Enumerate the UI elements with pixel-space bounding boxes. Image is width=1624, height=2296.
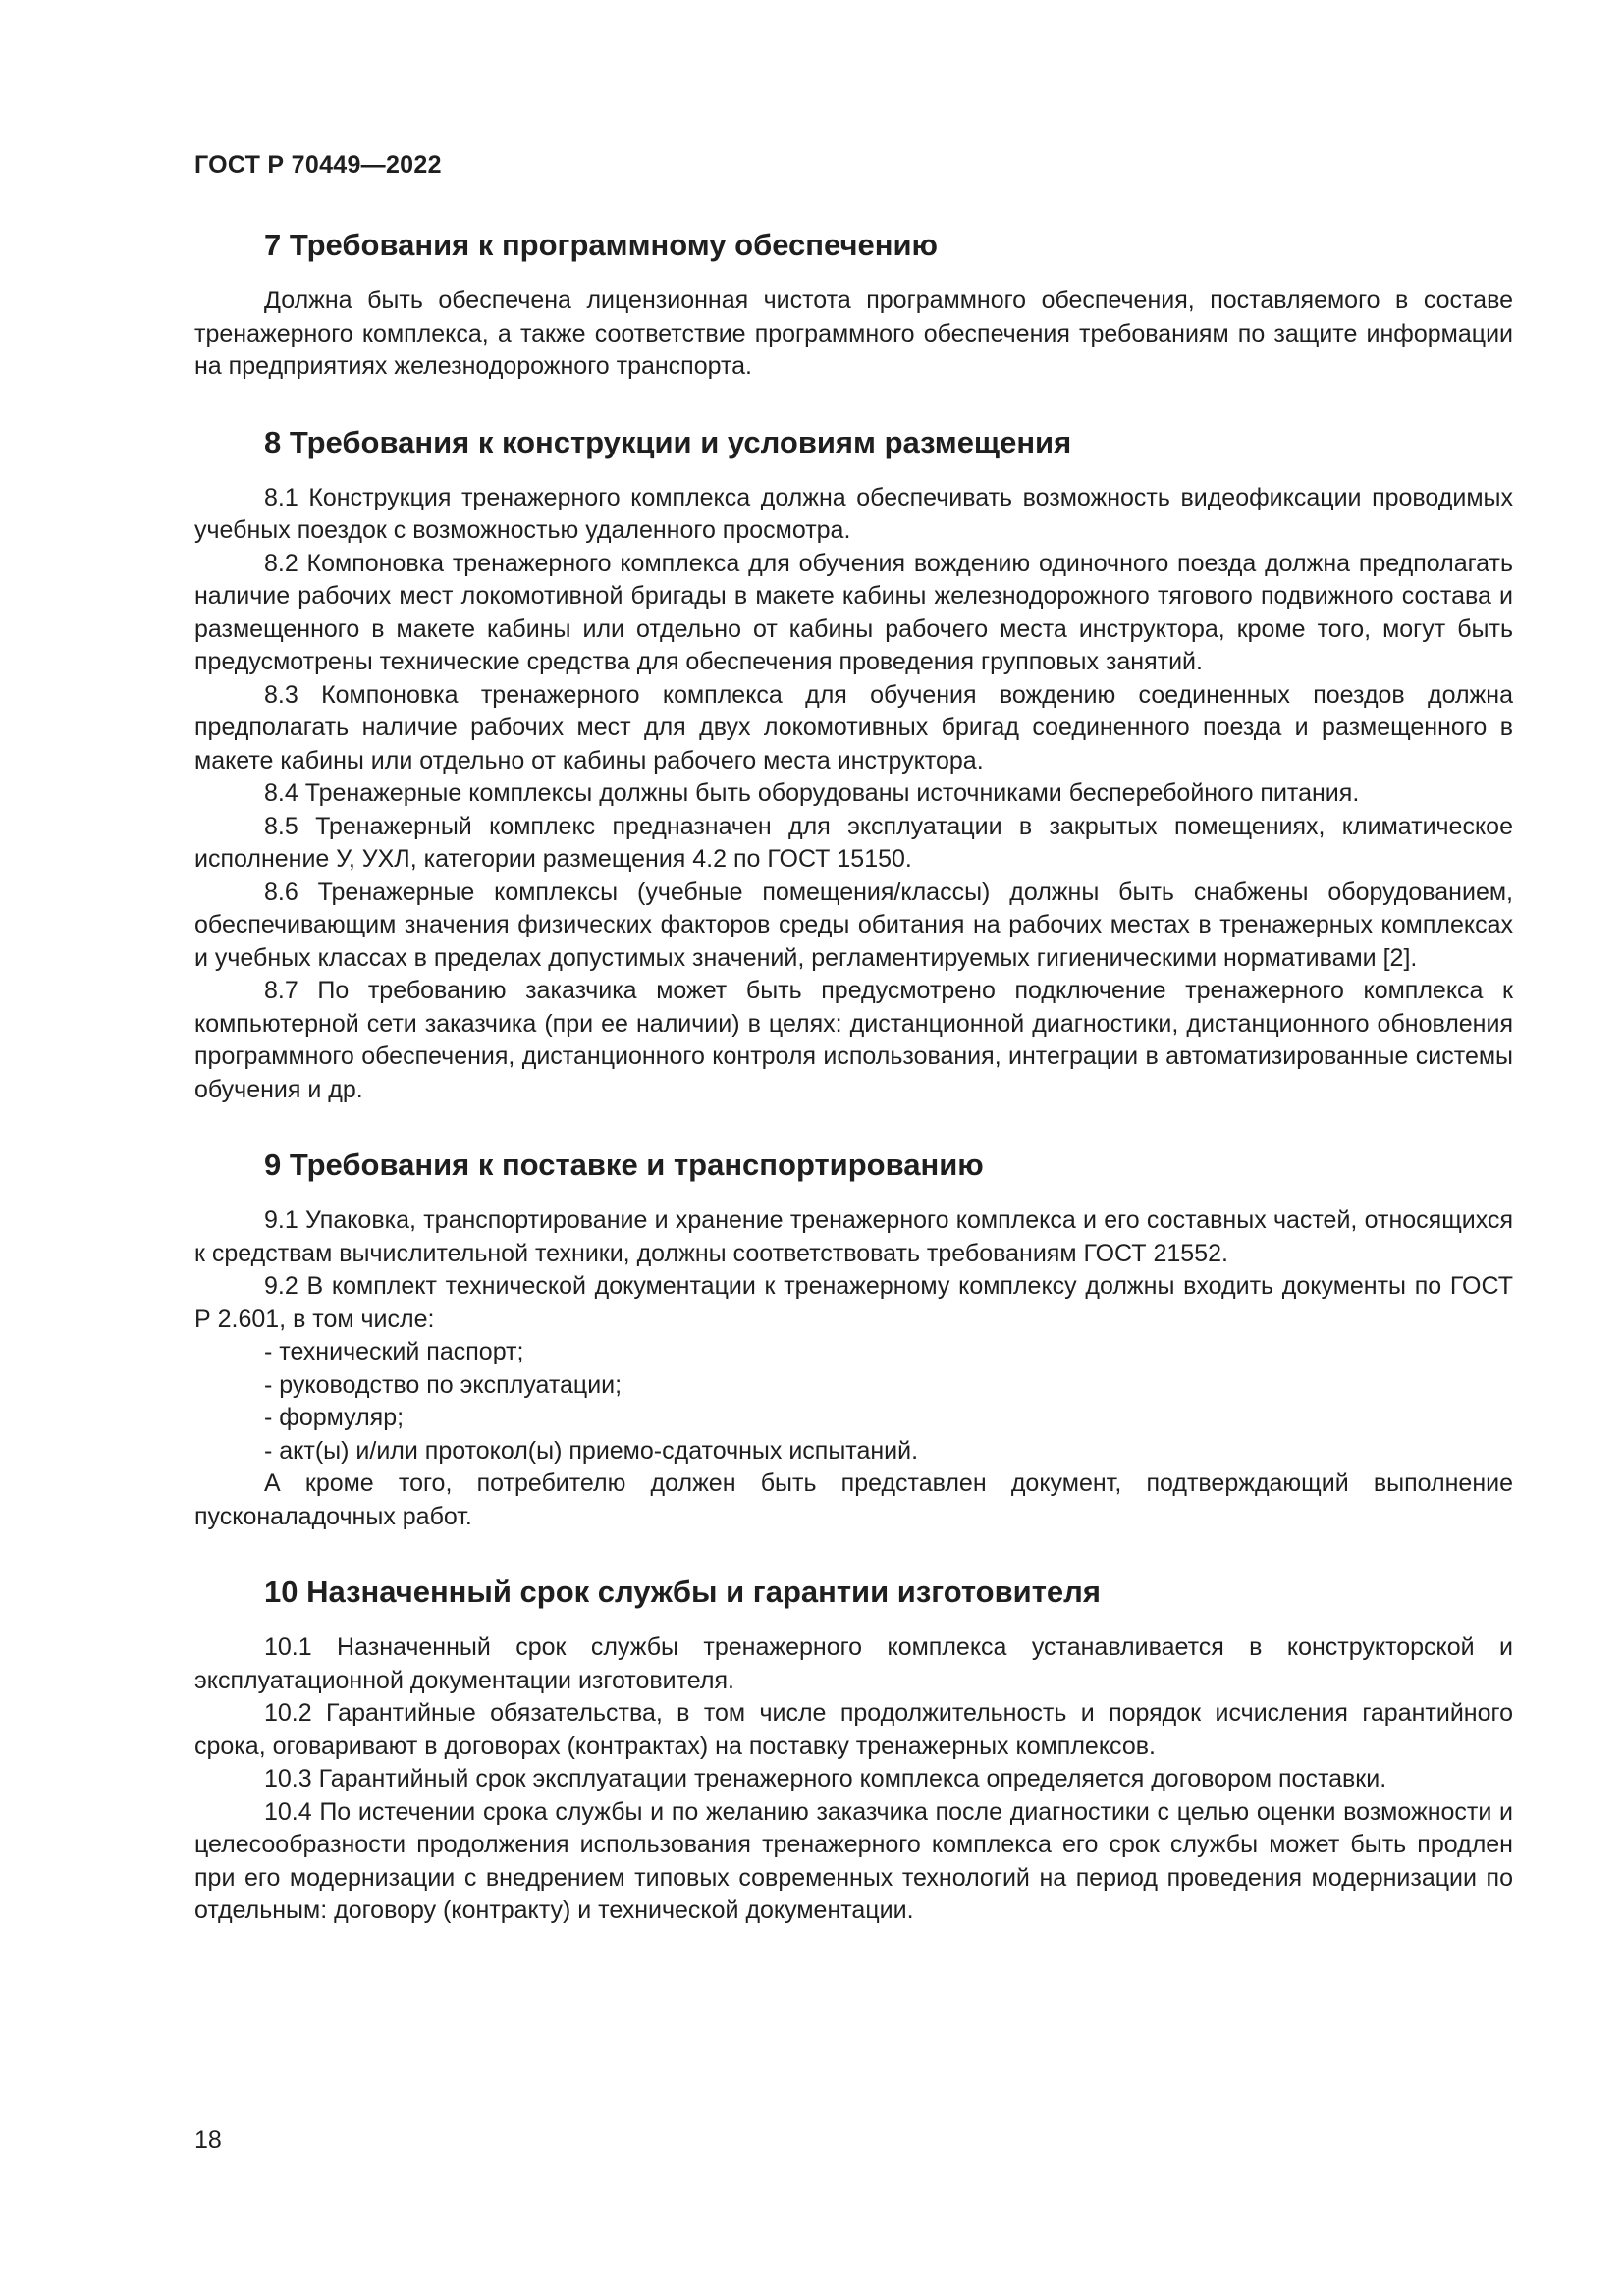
paragraph: 10.2 Гарантийные обязательства, в том числе продолжительность и порядок исчисления гарантийного срока, оговаривают в договорах (контрактах) на поставку тренажерных комплексов. [194, 1699, 1513, 1760]
paragraph: 8.5 Тренажерный комплекс предназначен для эксплуатации в закрытых помещениях, климатическое исполнение У, УХЛ, категории размещения 4.2 по ГОСТ 15150. [194, 812, 1513, 873]
paragraph: 8.4 Тренажерные комплексы должны быть оборудованы источниками бесперебойного питания. [264, 779, 1360, 807]
document-body [194, 226, 1513, 1967]
list-item: - формуляр; [264, 1404, 405, 1431]
paragraph: 10.3 Гарантийный срок эксплуатации тренажерного комплекса определяется договором поставки. [264, 1765, 1387, 1792]
page-number: 18 [194, 2126, 222, 2154]
paragraph: 9.1 Упаковка, транспортирование и хранение тренажерного комплекса и его составных частей, относящихся к средствам вычислительной техники, должны соответствовать требованиям ГОСТ 21552. [194, 1206, 1513, 1267]
section-10 [194, 1573, 1513, 1928]
paragraph: 10.1 Назначенный срок службы тренажерного комплекса устанавливается в конструкторской и эксплуатационной документации изготовителя. [194, 1633, 1513, 1694]
section-9 [194, 1146, 1513, 1533]
paragraph: 8.7 По требованию заказчика может быть предусмотрено подключение тренажерного комплекса к компьютерной сети заказчика (при ее наличии) в целях: дистанционной диагностики, дистанционного обновления программного обеспечения, дистанционного контроля использования, интеграции в автоматизированные системы обучения и др. [194, 977, 1513, 1103]
paragraph: 10.4 По истечении срока службы и по желанию заказчика после диагностики с целью оценки возможности и целесообразности продолжения использования тренажерного комплекса его срок службы может быть продлен при его модернизации с внедрением типовых современных технологий на период проведения модернизации по отдельным: договору (контракту) и технической документации. [194, 1797, 1513, 1924]
section-8 [194, 423, 1513, 1107]
section-title: 10 Назначенный срок службы и гарантии изготовителя [264, 1575, 1101, 1609]
section-title: 7 Требования к программному обеспечению [264, 228, 938, 262]
section-title: 8 Требования к конструкции и условиям размещения [264, 424, 1072, 459]
section-title: 9 Требования к поставке и транспортированию [264, 1148, 984, 1182]
paragraph: 9.2 В комплект технической документации к тренажерному комплексу должны входить документы по ГОСТ Р 2.601, в том числе: [194, 1272, 1513, 1333]
document-header: ГОСТ Р 70449—2022 [194, 151, 442, 179]
list-item: - технический паспорт; [264, 1338, 524, 1365]
paragraph: А кроме того, потребителю должен быть представлен документ, подтверждающий выполнение пусконаладочных работ. [194, 1469, 1513, 1530]
list-item: - акт(ы) и/или протокол(ы) приемо-сдаточных испытаний. [264, 1436, 919, 1465]
paragraph: 8.3 Компоновка тренажерного комплекса для обучения вождению соединенных поездов должна предполагать наличие рабочих мест для двух локомотивных бригад соединенного поезда и размещенного в макете кабины или отдельно от кабины рабочего места инструктора. [194, 680, 1513, 774]
section-7 [194, 226, 1513, 384]
list-item: - руководство по эксплуатации; [264, 1370, 623, 1399]
paragraph: Должна быть обеспечена лицензионная чистота программного обеспечения, поставляемого в составе тренажерного комплекса, а также соответствие программного обеспечения требованиям по защите информации на предприятиях железнодорожного транспорта. [194, 287, 1513, 380]
paragraph: 8.2 Компоновка тренажерного комплекса для обучения вождению одиночного поезда должна предполагать наличие рабочих мест локомотивной бригады в макете кабины железнодорожного тягового подвижного состава и размещенного в макете кабины или отдельно от кабины рабочего места инструктора, кроме того, могут быть предусмотрены технические средства для обеспечения проведения групповых занятий. [194, 549, 1513, 675]
paragraph: 8.6 Тренажерные комплексы (учебные помещения/классы) должны быть снабжены оборудованием, обеспечивающим значения физических факторов среды обитания на рабочих местах в тренажерных комплексах и учебных классах в пределах допустимых значений, регламентируемых гигиеническими нормативами [2]. [194, 878, 1513, 972]
paragraph: 8.1 Конструкция тренажерного комплекса должна обеспечивать возможность видеофиксации проводимых учебных поездок с возможностью удаленного просмотра. [194, 483, 1513, 544]
